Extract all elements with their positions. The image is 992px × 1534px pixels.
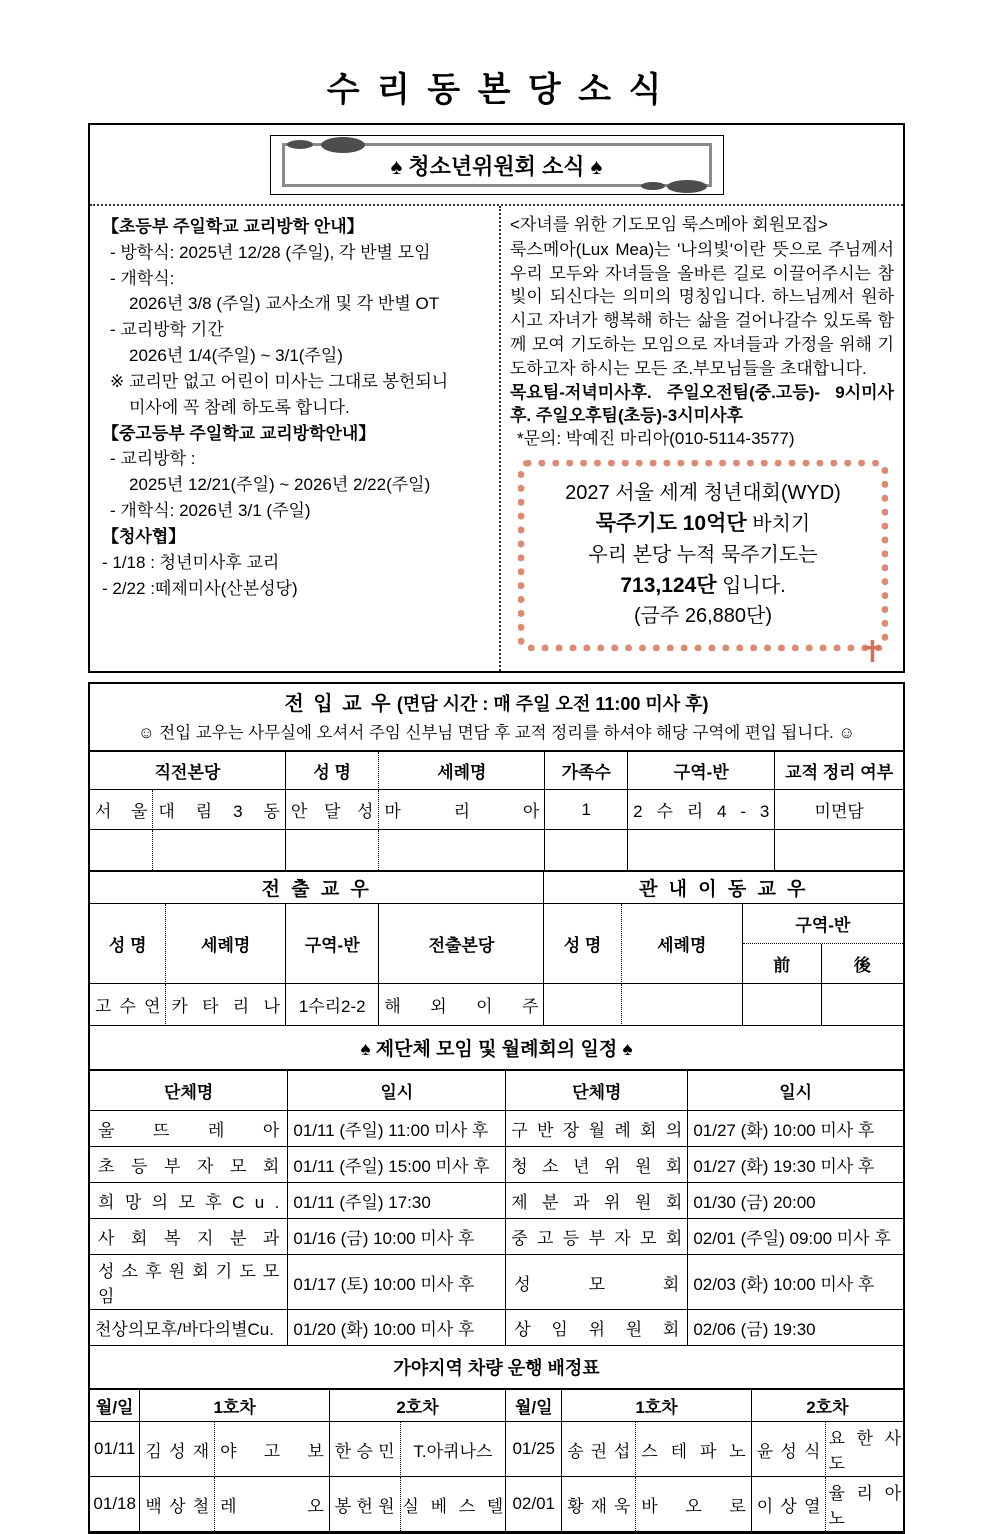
rosary-line: 2027 서울 세계 청년대회(WYD) [565, 482, 841, 505]
col-header: 단체명 [506, 1071, 688, 1111]
table-row [90, 1310, 903, 1346]
rosary-bold: 묵주기도 10억단 [595, 512, 747, 536]
notice-line: 미사에 꼭 참례 하도록 합니다. [129, 397, 350, 417]
cell-group: 울 뜨 레 아 [90, 1111, 288, 1147]
notice-title: 【청사협】 [102, 526, 186, 546]
cell-driver-baptismal: 바 오 로 [636, 1477, 751, 1531]
cell-datetime: 01/27 (화) 19:30 미사 후 [688, 1147, 903, 1183]
col-header: 구역-반 [628, 752, 775, 790]
recruit-title: <자녀를 위한 기도모임 룩스메아 회원모집> [510, 215, 828, 234]
notice-line: 2026년 1/4(주일) ~ 3/1(주일) [129, 346, 343, 366]
notice-line: - 교리방학 : [110, 449, 196, 469]
col-header: 1호차 [562, 1390, 751, 1422]
cell-empty [545, 830, 628, 870]
table-row [90, 1183, 903, 1219]
cell-empty [775, 830, 903, 870]
table-header-row [90, 1390, 903, 1422]
table-header-row [90, 752, 903, 790]
rosary-announcement-box [518, 460, 888, 670]
rosary-rest: 바치기 [746, 513, 811, 536]
cell-empty [90, 830, 153, 870]
col-header: 교적 정리 여부 [775, 752, 903, 790]
transfer-in-title-main: 전 입 교 우 [284, 693, 393, 716]
cell-driver-name: 백 상 철 [140, 1477, 215, 1531]
notice-line: 2025년 12/21(주일) ~ 2026년 2/22(주일) [129, 475, 431, 495]
move-within-title: 관 내 이 동 교 우 [544, 872, 903, 904]
crucifix-icon: ✝ [859, 636, 885, 670]
cell-driver-baptismal: 스 테 파 노 [636, 1422, 751, 1477]
notice-line: - 2/22 :떼제미사(산본성당) [102, 578, 298, 598]
rosary-line [529, 508, 877, 540]
shuttle-table [90, 1388, 903, 1531]
col-header: 직전본당 [90, 752, 286, 790]
transfer-in-subtitle: ☺ 전입 교우는 사무실에 오셔서 주임 신부님 면담 후 교적 정리를 하셔야 해당 구역에 편입 됩니다. ☺ [137, 724, 856, 743]
cell-datetime: 01/11 (주일) 15:00 미사 후 [288, 1147, 506, 1183]
notice-line: - 교리방학 기간 [110, 320, 224, 340]
cell-driver-name: 한 승 민 [330, 1422, 401, 1477]
col-header: 구역-반 [286, 904, 379, 984]
cell-datetime: 02/01 (주일) 09:00 미사 후 [688, 1219, 903, 1255]
cell-group: 사 회 복 지 분 과 [90, 1219, 288, 1255]
notice-line: 2026년 3/8 (주일) 교사소개 및 각 반별 OT [129, 294, 440, 314]
cell-driver-name: 황 재 욱 [562, 1477, 636, 1531]
cell-datetime: 01/16 (금) 10:00 미사 후 [288, 1219, 506, 1255]
youth-committee-section [88, 123, 905, 673]
transfer-in-title-note [397, 694, 709, 714]
cell-driver-name: 이 상 열 [752, 1477, 827, 1531]
notice-line: - 개학식: 2026년 3/1 (주일) [110, 501, 311, 521]
table-row [90, 1477, 903, 1531]
notice-line: - 개학식: [110, 268, 175, 288]
col-header: 단체명 [90, 1071, 288, 1111]
cell-group: 구 반 장 월 례 회 의 [506, 1111, 688, 1147]
parish-records-section [88, 682, 905, 1534]
table-row [90, 790, 903, 830]
table-title-row [90, 872, 903, 904]
transfer-out-title: 전 출 교 우 [90, 872, 544, 904]
col-header: 구역-반 [743, 904, 903, 944]
cell-group: 희 망 의 모 후 C u . [90, 1183, 288, 1219]
cell-name: 고 수 연 [90, 984, 166, 1026]
page-title: 수 리 동 본 당 소 식 [326, 71, 666, 109]
table-row [90, 1147, 903, 1183]
cell-group: 성 소 후 원 회 기 도 모 임 [90, 1255, 288, 1310]
cell-group: 중 고 등 부 자 모 회 [506, 1219, 688, 1255]
cell-date: 01/11 [90, 1422, 140, 1477]
table-row [90, 1255, 903, 1310]
table-header-row [90, 904, 903, 944]
cell-record-status: 미면담 [775, 790, 903, 830]
col-subheader-before: 前 [743, 944, 822, 984]
cell-datetime: 01/30 (금) 20:00 [688, 1183, 903, 1219]
cell-group: 성 모 회 [506, 1255, 688, 1310]
recruit-body: 룩스메아(Lux Mea)는 '나의빛'이란 뜻으로 주님께서 우리 모두와 자녀들을 올바른 길로 이끌어주시는 참빛이 되신다는 의미의 명칭입니다. 하느님께서 원하시고 자녀가 행복해 하는 삶을 걸어나갈수 있도록 함께 모여 기도하는 모임으로 자녀들과 가정을 위해 기도하고자 하시는 모든 조.부모님들을 초대합니다. [510, 239, 894, 378]
cell-driver-baptismal: 율 리 아 노 [828, 1484, 901, 1529]
notice-line: - 1/18 : 청년미사후 교리 [102, 552, 280, 572]
transfer-in-title [90, 684, 903, 717]
notice-line: - 방학식: 2025년 12/28 (주일), 각 반별 모임 [110, 242, 431, 262]
cell-empty [622, 984, 743, 1026]
cell-zone: 2 수 리 4 - 3 [628, 790, 775, 830]
meetings-section-title: ♠ 제단체 모임 및 월례회의 일정 ♠ [360, 1039, 633, 1061]
col-header: 일시 [288, 1071, 506, 1111]
recruit-contact: *문의: 박예진 마리아(010-5114-3577) [517, 429, 795, 449]
table-header-row [90, 1071, 903, 1111]
cell-datetime: 01/11 (주일) 17:30 [288, 1183, 506, 1219]
table-row [90, 1422, 903, 1477]
cell-driver-name: 송 권 섭 [562, 1422, 636, 1477]
cell-empty [379, 830, 545, 870]
cell-group: 제 분 과 위 원 회 [506, 1183, 688, 1219]
table-row [90, 984, 903, 1026]
youth-header-frame [270, 135, 724, 195]
rosary-count: 713,124단 [620, 573, 717, 597]
cell-group: 상 임 위 원 회 [506, 1310, 688, 1346]
col-header: 1호차 [140, 1390, 329, 1422]
youth-committee-title: ♠ 청소년위원회 소식 ♠ [390, 153, 603, 179]
cell-driver-baptismal: 요 한 사 도 [826, 1422, 903, 1477]
cell-empty [286, 830, 379, 870]
cell-driver-name: 김 성 재 [140, 1422, 215, 1477]
cell-from-parish: 대 림 3 동 [153, 790, 286, 830]
rosary-line: (금주 26,880단) [633, 605, 772, 628]
col-header: 일시 [688, 1071, 903, 1111]
cell-datetime: 01/11 (주일) 11:00 미사 후 [288, 1111, 506, 1147]
cell-baptismal: 마 리 아 [379, 790, 545, 830]
cell-family-count: 1 [545, 790, 628, 830]
col-header: 2호차 [752, 1390, 903, 1422]
col-header: 가족수 [545, 752, 628, 790]
col-header: 월/일 [506, 1390, 562, 1422]
table-row-empty [90, 830, 903, 870]
col-header: 월/일 [90, 1390, 140, 1422]
meetings-table [90, 1069, 903, 1346]
cell-empty [544, 984, 621, 1026]
col-header: 전출본당 [379, 904, 544, 984]
cell-date: 01/18 [90, 1477, 140, 1531]
cell-group: 초 등 부 자 모 회 [90, 1147, 288, 1183]
col-header: 2호차 [330, 1390, 506, 1422]
col-header: 성 명 [544, 904, 621, 984]
col-header: 세례명 [166, 904, 286, 984]
col-header: 성 명 [286, 752, 379, 790]
cell-zone: 1수리2-2 [286, 984, 379, 1026]
shuttle-section-title: 가야지역 차량 운행 배정표 [393, 1358, 600, 1379]
cell-empty [743, 984, 822, 1026]
youth-right-column [499, 206, 903, 671]
cell-name: 안 달 성 [286, 790, 379, 830]
cell-group: 청 소 년 위 원 회 [506, 1147, 688, 1183]
transfer-out-move-table [90, 870, 903, 1026]
youth-header-frame-row [90, 125, 903, 206]
cell-driver-baptismal: 레 오 [215, 1477, 330, 1531]
cell-driver-baptismal: T.아퀴나스 [401, 1422, 507, 1477]
cell-from-city: 서 울 [90, 790, 153, 830]
cell-empty [153, 830, 286, 870]
col-header: 성 명 [90, 904, 166, 984]
notice-title: 【초등부 주일학교 교리방학 안내】 [102, 217, 364, 236]
cell-driver-name: 봉 헌 원 [330, 1477, 401, 1531]
recruit-schedule: 목요팀-저녁미사후. 주일오전팀(중.고등)- 9시미사후. 주일오후팀(초등)-3시미사후 [510, 382, 894, 426]
cell-driver-baptismal: 야 고 보 [215, 1422, 330, 1477]
col-header: 세례명 [379, 752, 545, 790]
col-subheader-after: 後 [822, 944, 903, 984]
cell-empty [628, 830, 775, 870]
table-row [90, 1219, 903, 1255]
cell-driver-name: 윤 성 식 [752, 1422, 827, 1477]
cell-datetime: 01/20 (화) 10:00 미사 후 [288, 1310, 506, 1346]
transfer-in-table [90, 750, 903, 870]
rosary-line: 우리 본당 누적 묵주기도는 [588, 543, 818, 566]
cell-datetime: 02/03 (화) 10:00 미사 후 [688, 1255, 903, 1310]
notice-line: ※ 교리만 없고 어린이 미사는 그대로 봉헌되니 [110, 371, 449, 391]
cell-baptismal: 카 타 리 나 [166, 984, 286, 1026]
transfer-in-note-text: (면담 시간 : 매 주일 오전 11:00 미사 후) [396, 694, 709, 715]
cell-datetime: 02/06 (금) 19:30 [688, 1310, 903, 1346]
cell-empty [822, 984, 903, 1026]
youth-left-column [90, 206, 499, 671]
cell-date: 02/01 [506, 1477, 562, 1531]
rosary-line [529, 570, 877, 602]
cell-to-parish: 해 외 이 주 [379, 984, 544, 1026]
rosary-rest: 입니다. [716, 574, 786, 597]
cell-datetime: 01/17 (토) 10:00 미사 후 [288, 1255, 506, 1310]
table-row [90, 1111, 903, 1147]
cell-group: 천상의모후/바다의별Cu. [90, 1310, 288, 1346]
cell-driver-baptismal: 실 베 스 텔 [401, 1477, 507, 1531]
bulletin-sheet [88, 123, 905, 1534]
cell-date: 01/25 [506, 1422, 562, 1477]
notice-title: 【중고등부 주일학교 교리방학안내】 [102, 423, 376, 443]
cell-datetime: 01/27 (화) 10:00 미사 후 [688, 1111, 903, 1147]
col-header: 세례명 [622, 904, 743, 984]
